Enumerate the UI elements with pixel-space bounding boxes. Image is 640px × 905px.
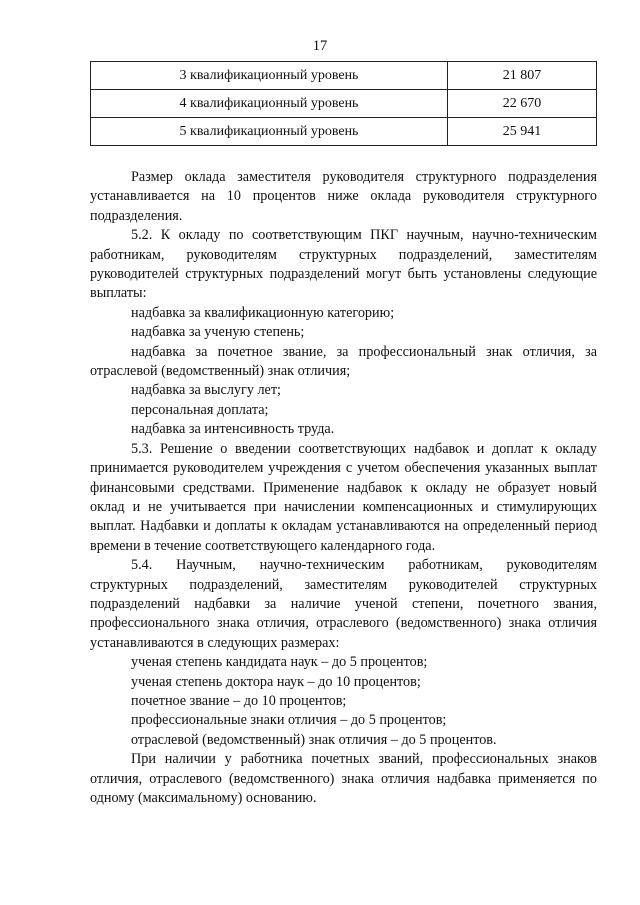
- salary-amount-cell: 21 807: [448, 62, 597, 90]
- paragraph-5-4: 5.4. Научным, научно-техническим работникам, руководителям структурных подразделений, заместителям руководителей структурных подразделений надбавки за наличие ученой степени, почетного звания, профессионального знака отличия, отраслевого (ведомственного) знака отличия устанавливаются в следующих размерах:: [90, 557, 597, 651]
- table-row: [91, 118, 597, 146]
- list-item: ученая степень кандидата наук – до 5 процентов;: [131, 654, 428, 671]
- paragraph-deputy-salary: Размер оклада заместителя руководителя структурного подразделения устанавливается на 10 процентов ниже оклада руководителя структурного подразделения.: [90, 169, 597, 224]
- paragraph-5-2: 5.2. К окладу по соответствующим ПКГ научным, научно-техническим работникам, руководителям структурных подразделений, заместителям руководителей структурных подразделений могут быть установлены следующие выплаты:: [90, 227, 597, 302]
- list-item: профессиональные знаки отличия – до 5 процентов;: [131, 712, 447, 729]
- salary-amount-cell: 25 941: [448, 118, 597, 146]
- qualification-level-cell: 4 квалификационный уровень: [91, 90, 448, 118]
- list-item: надбавка за ученую степень;: [131, 324, 305, 341]
- salary-amount-cell: 22 670: [448, 90, 597, 118]
- list-item: надбавка за квалификационную категорию;: [131, 304, 395, 321]
- qualification-level-cell: 5 квалификационный уровень: [91, 118, 448, 146]
- salary-table: [90, 61, 597, 146]
- table-row: [91, 62, 597, 90]
- list-item: отраслевой (ведомственный) знак отличия – до 5 процентов.: [131, 731, 497, 748]
- list-item: почетное звание – до 10 процентов;: [131, 692, 347, 709]
- paragraph-final: При наличии у работника почетных званий, профессиональных знаков отличия, отраслевого (ведомственного) знака отличия надбавка применяется по одному (максимальному) основанию.: [90, 751, 597, 806]
- page-number: 17: [312, 38, 328, 54]
- qualification-level-cell: 3 квалификационный уровень: [91, 62, 448, 90]
- list-item: надбавка за выслугу лет;: [131, 382, 281, 399]
- paragraph-5-3: 5.3. Решение о введении соответствующих надбавок и доплат к окладу принимается руководителем учреждения с учетом обеспечения указанных выплат финансовыми средствами. Применение надбавок к окладу не образует новый оклад и не учитывается при начислении компенсационных и стимулирующих выплат. Надбавки и доплаты к окладам устанавливаются на определенный период времени в течение соответствующего календарного года.: [90, 440, 597, 554]
- document-body: [90, 168, 597, 808]
- table-row: [91, 90, 597, 118]
- list-item: надбавка за интенсивность труда.: [131, 421, 335, 438]
- list-item: надбавка за почетное звание, за профессиональный знак отличия, за отраслевой (ведомственный) знак отличия;: [90, 343, 597, 380]
- list-item: персональная доплата;: [131, 401, 269, 418]
- list-item: ученая степень доктора наук – до 10 процентов;: [131, 673, 421, 690]
